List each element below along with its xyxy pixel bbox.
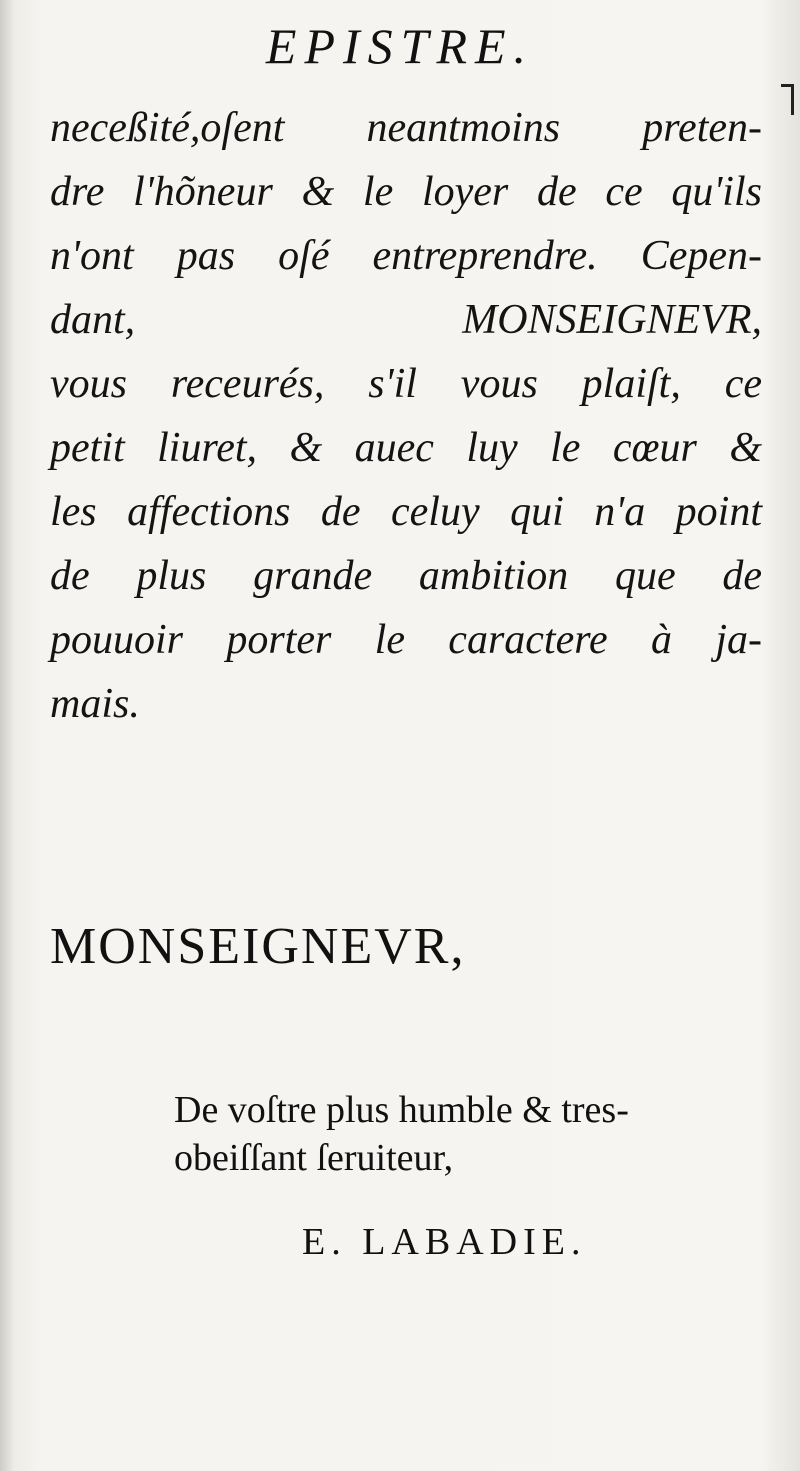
closing-line: De voſtre plus humble & tres- xyxy=(174,1089,629,1131)
printer-corner-mark xyxy=(781,84,794,115)
epistle-body xyxy=(50,96,762,736)
salutation: MONSEIGNEVR, xyxy=(50,918,466,975)
body-line: dre l'hõneur & le loyer de ce qu'ils xyxy=(50,169,762,215)
page-gutter-shadow xyxy=(0,0,14,1471)
body-line: n'ont pas oſé entreprendre. Cepen- xyxy=(50,233,762,279)
signature: E. LABADIE. xyxy=(302,1221,587,1263)
body-line: vous receurés, s'il vous plaiſt, ce xyxy=(50,361,762,407)
body-line: pouuoir porter le caractere à ja- xyxy=(50,617,762,663)
body-line: mais. xyxy=(50,681,140,727)
body-line: les affections de celuy qui n'a point xyxy=(50,489,762,535)
running-head: EPISTRE. xyxy=(265,18,535,74)
body-line: neceßité,oſent neantmoins preten- xyxy=(50,105,762,151)
closing-line: obeiſſant ſeruiteur, xyxy=(174,1137,454,1179)
body-line: petit liuret, & auec luy le cœur & xyxy=(50,425,762,471)
closing-formula xyxy=(174,1086,764,1182)
body-line: dant, MONSEIGNEVR, xyxy=(50,297,762,343)
body-line: de plus grande ambition que de xyxy=(50,553,762,599)
